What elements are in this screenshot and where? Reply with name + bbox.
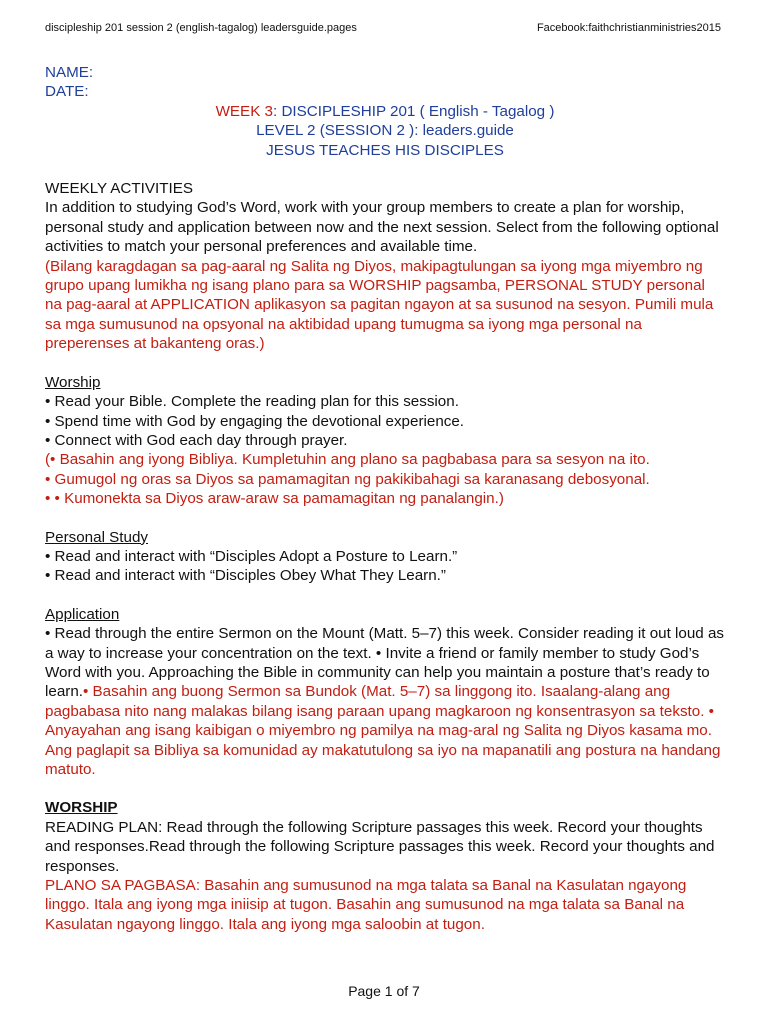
weekly-activities-heading: WEEKLY ACTIVITIES	[45, 180, 193, 198]
application-paragraph	[45, 624, 725, 779]
page-number: Page 1 of 7	[348, 983, 420, 999]
week-label: WEEK 3	[215, 102, 273, 120]
worship-item-en: • Read your Bible. Complete the reading plan for this session.	[45, 393, 459, 411]
document-filename: discipleship 201 session 2 (english-tagalog) leadersguide.pages	[45, 22, 357, 34]
spacer	[45, 509, 725, 528]
worship-item-tl: • Gumugol ng oras sa Diyos sa pamamagitan ng pakikibahagi sa karanasang debosyonal.	[45, 470, 650, 488]
personal-study-item: • Read and interact with “Disciples Adopt a Posture to Learn.”	[45, 547, 458, 565]
worship-heading: Worship	[45, 373, 101, 391]
title-week-line	[45, 102, 725, 121]
week-title: : DISCIPLESHIP 201 ( English - Tagalog )	[273, 102, 555, 120]
worship-item-tl: • • Kumonekta sa Diyos araw-araw sa pamamagitan ng panalangin.)	[45, 490, 504, 508]
reading-plan-english: READING PLAN: Read through the following Scripture passages this week. Record your thoughts and responses.Read through the following Scripture passages this week. Record your thoughts and responses.	[45, 818, 715, 875]
lesson-subtitle: JESUS TEACHES HIS DISCIPLES	[266, 141, 504, 159]
document-body	[45, 63, 725, 934]
personal-study-item: • Read and interact with “Disciples Obey What They Learn.”	[45, 567, 446, 585]
worship-section-heading: WORSHIP	[45, 799, 118, 817]
application-english: • Read through the entire Sermon on the Mount (Matt. 5–7) this week. Consider reading it out loud as a way to increase your concentration on the text. • Invite a friend or family member to study God’s Word with you. Approaching the Bible in community can help you maintain a posture that’s ready to learn.	[45, 625, 725, 701]
personal-study-heading: Personal Study	[45, 528, 148, 546]
spacer	[45, 586, 725, 605]
reading-plan-tagalog: PLANO SA PAGBASA: Basahin ang sumusunod na mga talata sa Banal na Kasulatan ngayong linggo. Itala ang iyong mga iniisip at tugon. Basahin ang sumusunod na mga talata sa Banal na Kasulatan ngayong linggo. Itala ang iyong mga saloobin at tugon.	[45, 877, 687, 933]
date-label: DATE:	[45, 83, 89, 101]
application-tagalog: • Basahin ang buong Sermon sa Bundok (Mat. 5–7) sa linggong ito. Isaalang-alang ang pagbabasa nito nang malakas bilang isang paraan upang magkaroon ng konsentrasyon sa teksto. • Anyayahan ang isang kaibigan o miyembro ng pamilya na mag-aral ng Salita ng Diyos kasama mo. Ang paglapit sa Bibliya sa komunidad ay makatutulong sa iyo na mapanatili ang postura na handang matuto.	[45, 683, 721, 778]
weekly-activities-tagalog: (Bilang karagdagan sa pag-aaral ng Salita ng Diyos, makipagtulungan sa iyong mga miyembro ng grupo upang lumikha ng isang plano para sa WORSHIP pagsamba, PERSONAL STUDY personal na pag-aaral at APPLICATION aplikasyon sa pagitan ngayon at sa susunod na sesyon. Pumili mula sa mga sumusunod na opsyonal na aktibidad upang tumugma sa iyong mga personal na preperenses at bakanteng oras.)	[45, 257, 714, 353]
facebook-handle: Facebook:faithchristianministries2015	[536, 22, 721, 34]
spacer	[45, 779, 725, 798]
name-label: NAME:	[45, 64, 94, 81]
worship-item-en: • Connect with God each day through prayer.	[45, 431, 348, 449]
application-heading: Application	[45, 605, 120, 623]
worship-item-en: • Spend time with God by engaging the devotional experience.	[45, 412, 465, 430]
spacer	[45, 160, 725, 179]
spacer	[45, 354, 725, 373]
level-line: LEVEL 2 (SESSION 2 ): leaders.guide	[256, 122, 514, 140]
weekly-activities-english: In addition to studying God’s Word, work with your group members to create a plan for worship, personal study and application between now and the next session. Select from the following optional activities to match your personal preferences and available time.	[45, 199, 719, 256]
worship-item-tl: (• Basahin ang iyong Bibliya. Kumpletuhin ang plano sa pagbabasa para sa sesyon na ito.	[45, 451, 650, 469]
